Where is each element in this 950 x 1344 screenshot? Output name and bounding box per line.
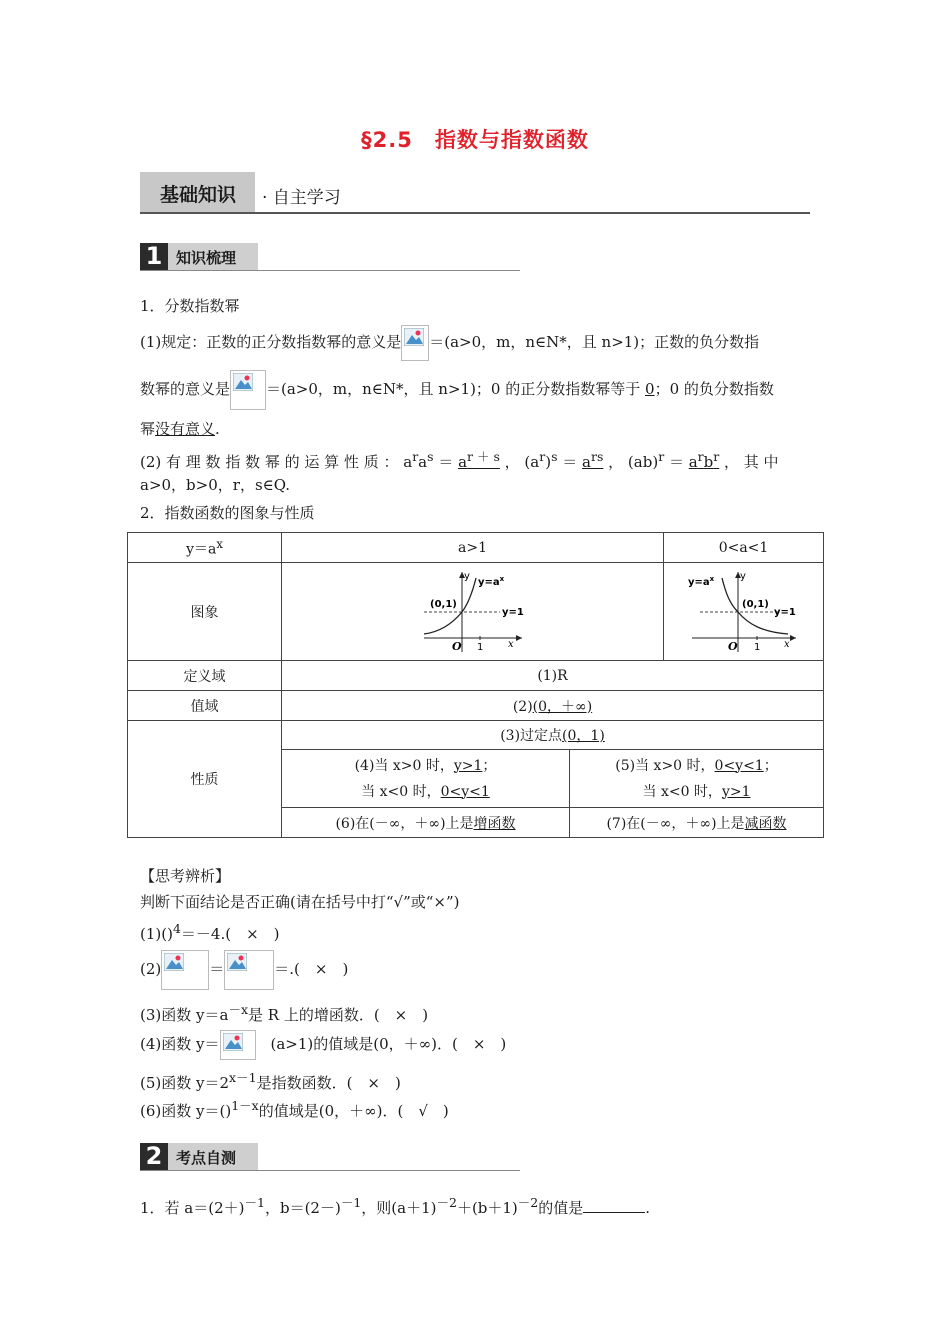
think-q5 <box>140 1067 820 1094</box>
y-label: y <box>463 570 470 582</box>
table-prop-4 <box>282 750 570 808</box>
table-domain-value: (1)R <box>282 661 824 691</box>
text: y=a <box>687 576 710 588</box>
sup: r ＋ s <box>467 449 500 464</box>
sup: x <box>709 574 714 583</box>
text: (1)() <box>140 925 173 943</box>
text: ， (a <box>499 453 540 471</box>
text: ，则(a＋1) <box>361 1199 437 1217</box>
tick-one-label: 1 <box>476 641 483 653</box>
subsection-header-1 <box>140 243 520 271</box>
para-line-4 <box>140 446 820 473</box>
sup: r <box>713 449 720 464</box>
answer-fixed-point: (0，1) <box>562 728 605 744</box>
answer: 增函数 <box>473 815 516 832</box>
answer: 0<y<1 <box>440 783 490 800</box>
formula-image-icon <box>161 950 209 990</box>
think-q1 <box>140 918 820 945</box>
text: b <box>703 453 714 471</box>
answer: 减函数 <box>744 815 787 832</box>
sup: r <box>539 449 546 464</box>
graph-cell-decreasing <box>664 563 824 661</box>
graph-decreasing <box>686 568 802 656</box>
text: (3)函数 y＝a <box>140 1006 229 1024</box>
answer-zero: 0 <box>645 380 655 398</box>
text: (1)规定：正数的正分数指数幂的意义是 <box>140 333 402 351</box>
text: y＝a <box>186 541 217 558</box>
page-title: §2.5 指数与指数函数 <box>361 128 589 152</box>
text: ＝ <box>433 453 459 471</box>
graph-increasing <box>418 568 528 656</box>
text: a <box>418 453 428 471</box>
formula-image-icon <box>220 1030 256 1060</box>
sup: 1－x <box>231 1098 259 1113</box>
sup: r <box>658 449 665 464</box>
origin-label: O <box>727 639 738 653</box>
section-label: 基础知识 <box>160 184 237 206</box>
table-header-a-lt-1: 0<a<1 <box>664 533 824 563</box>
text: ＝(a>0，m，n∈N*，且 n>1)；正数的负分数指 <box>429 333 760 351</box>
hline-label: y=1 <box>501 606 524 618</box>
answer-blank[interactable] <box>583 1198 645 1213</box>
think-intro: 判断下面结论是否正确(请在括号中打“√”或“×”) <box>140 893 460 911</box>
prop-5-line-1 <box>573 753 820 779</box>
answer-product <box>582 449 604 471</box>
text: 当 x<0 时， <box>361 783 441 800</box>
sup: －1 <box>340 1195 362 1210</box>
text: ， 其 中 <box>719 453 779 471</box>
table-header-func <box>128 533 282 563</box>
table-prop-5 <box>570 750 824 808</box>
tick-one-label: 1 <box>753 641 760 653</box>
text: (6)函数 y＝() <box>140 1102 232 1120</box>
sup: r <box>412 449 419 464</box>
subsection-label: 考点自测 <box>176 1149 237 1167</box>
table-prop-3 <box>282 721 824 750</box>
sup: －2 <box>436 1195 457 1210</box>
table-row-domain-label: 定义域 <box>128 661 282 691</box>
para-line-3 <box>140 418 820 440</box>
graph-cell-increasing <box>282 563 664 661</box>
text: (3)过定点 <box>500 728 563 744</box>
text: 的值是 <box>538 1199 584 1217</box>
text: ＝.( × ) <box>274 960 349 978</box>
table-prop-6 <box>282 808 570 838</box>
text: 当 x<0 时， <box>642 783 722 800</box>
think-head: 【思考辨析】 <box>140 867 231 885</box>
text: ＝ <box>209 960 225 978</box>
text: (4)函数 y＝ <box>140 1035 220 1053</box>
text: 数幂的意义是 <box>140 380 231 398</box>
sup: s <box>427 449 434 464</box>
text: ＝(a>0，m，n∈N*，且 n>1)；0 的正分数指数幂等于 <box>266 380 646 398</box>
sup: rs <box>591 449 604 464</box>
para-fraction-exponent-head: 1．分数指数幂 <box>140 297 240 315</box>
text: (2) <box>140 960 162 978</box>
subsection-label: 知识梳理 <box>176 249 237 267</box>
x-label: x <box>783 638 790 650</box>
text: ＝ <box>557 453 583 471</box>
sup: －2 <box>517 1195 539 1210</box>
answer-sum <box>458 449 500 471</box>
text: ＝ <box>664 453 689 471</box>
text: ； <box>482 757 497 774</box>
prop-4-line-2 <box>285 779 566 805</box>
table-row-range-label: 值域 <box>128 691 282 721</box>
x-label: x <box>507 638 514 650</box>
exercise-1 <box>140 1192 820 1219</box>
subsection-header-2 <box>140 1143 520 1171</box>
text: (4)当 x>0 时， <box>354 757 454 774</box>
formula-image-icon <box>230 370 266 410</box>
text: ，b＝(2－) <box>264 1199 341 1217</box>
sup: x－1 <box>229 1070 257 1085</box>
y-label: y <box>739 570 746 582</box>
text: y=a <box>477 576 500 588</box>
sup: x <box>216 536 223 551</box>
para-line-2 <box>140 369 820 409</box>
text: (2) <box>512 698 533 715</box>
table-row-prop-label: 性质 <box>128 721 282 838</box>
text: (5)函数 y＝2 <box>140 1074 230 1092</box>
think-q6 <box>140 1095 820 1122</box>
origin-label: O <box>451 639 462 653</box>
table-header-a-gt-1: a>1 <box>282 533 664 563</box>
hline-label: y=1 <box>773 606 796 618</box>
answer: y>1 <box>721 783 751 800</box>
think-q4 <box>140 1028 820 1060</box>
point-label: (0,1) <box>429 598 457 610</box>
text: a <box>688 453 698 471</box>
exp-function-table <box>127 532 824 838</box>
sup: x <box>499 574 504 583</box>
section-sublabel: · 自主学习 <box>262 188 341 208</box>
text: . <box>645 1199 651 1217</box>
text: (5)当 x>0 时， <box>615 757 715 774</box>
text: 是指数函数．( × ) <box>256 1074 401 1092</box>
text: ；0 的负分数指数 <box>654 380 774 398</box>
answer: y>1 <box>453 757 483 774</box>
text: a <box>582 453 591 471</box>
text: ＋(b＋1) <box>456 1199 518 1217</box>
answer: 0<y<1 <box>714 757 764 774</box>
text: ) <box>545 453 552 471</box>
table-prop-7 <box>570 808 824 838</box>
formula-image-icon <box>224 950 274 990</box>
prop-5-line-2 <box>573 779 820 805</box>
answer-no-meaning: 没有意义 <box>155 420 216 438</box>
text: 1．若 a＝(2＋) <box>140 1199 245 1217</box>
subsection-number: 2 <box>140 1143 168 1170</box>
prop-4-line-1 <box>285 753 566 779</box>
answer-ab <box>688 449 720 471</box>
sup: 4 <box>172 921 181 936</box>
table-range-value <box>282 691 824 721</box>
text: ＝－4.( × ) <box>180 925 280 943</box>
sup: －x <box>228 1002 248 1017</box>
answer-range: (0，＋∞) <box>532 698 593 715</box>
formula-image-icon <box>401 325 429 361</box>
text: (7)在(－∞，＋∞)上是 <box>606 815 745 832</box>
sup: －1 <box>244 1195 265 1210</box>
table-row-graph-label: 图象 <box>128 563 282 661</box>
text: (2) 有 理 数 指 数 幂 的 运 算 性 质 ： a <box>140 453 413 471</box>
text: 幂 <box>140 420 156 438</box>
section-header <box>140 172 810 214</box>
text: ； <box>763 757 778 774</box>
para-exp-func-head: 2．指数函数的图象与性质 <box>140 504 315 522</box>
think-q2 <box>140 948 820 990</box>
text: 是 R 上的增函数．( × ) <box>248 1006 429 1024</box>
think-q3 <box>140 999 820 1026</box>
subsection-number: 1 <box>140 243 168 270</box>
para-line-5: a>0，b>0，r，s∈Q. <box>140 476 291 494</box>
para-line-1 <box>140 322 820 362</box>
text: . <box>215 420 220 438</box>
sup: r <box>697 449 704 464</box>
text: (a>1)的值域是(0，＋∞)．( × ) <box>255 1035 507 1053</box>
sup: s <box>551 449 558 464</box>
text: a <box>458 453 468 471</box>
text: 的值域是(0，＋∞)．( √ ) <box>258 1102 449 1120</box>
text: (6)在(－∞，＋∞)上是 <box>335 815 474 832</box>
point-label: (0,1) <box>741 598 769 610</box>
text: ， (ab) <box>603 453 659 471</box>
